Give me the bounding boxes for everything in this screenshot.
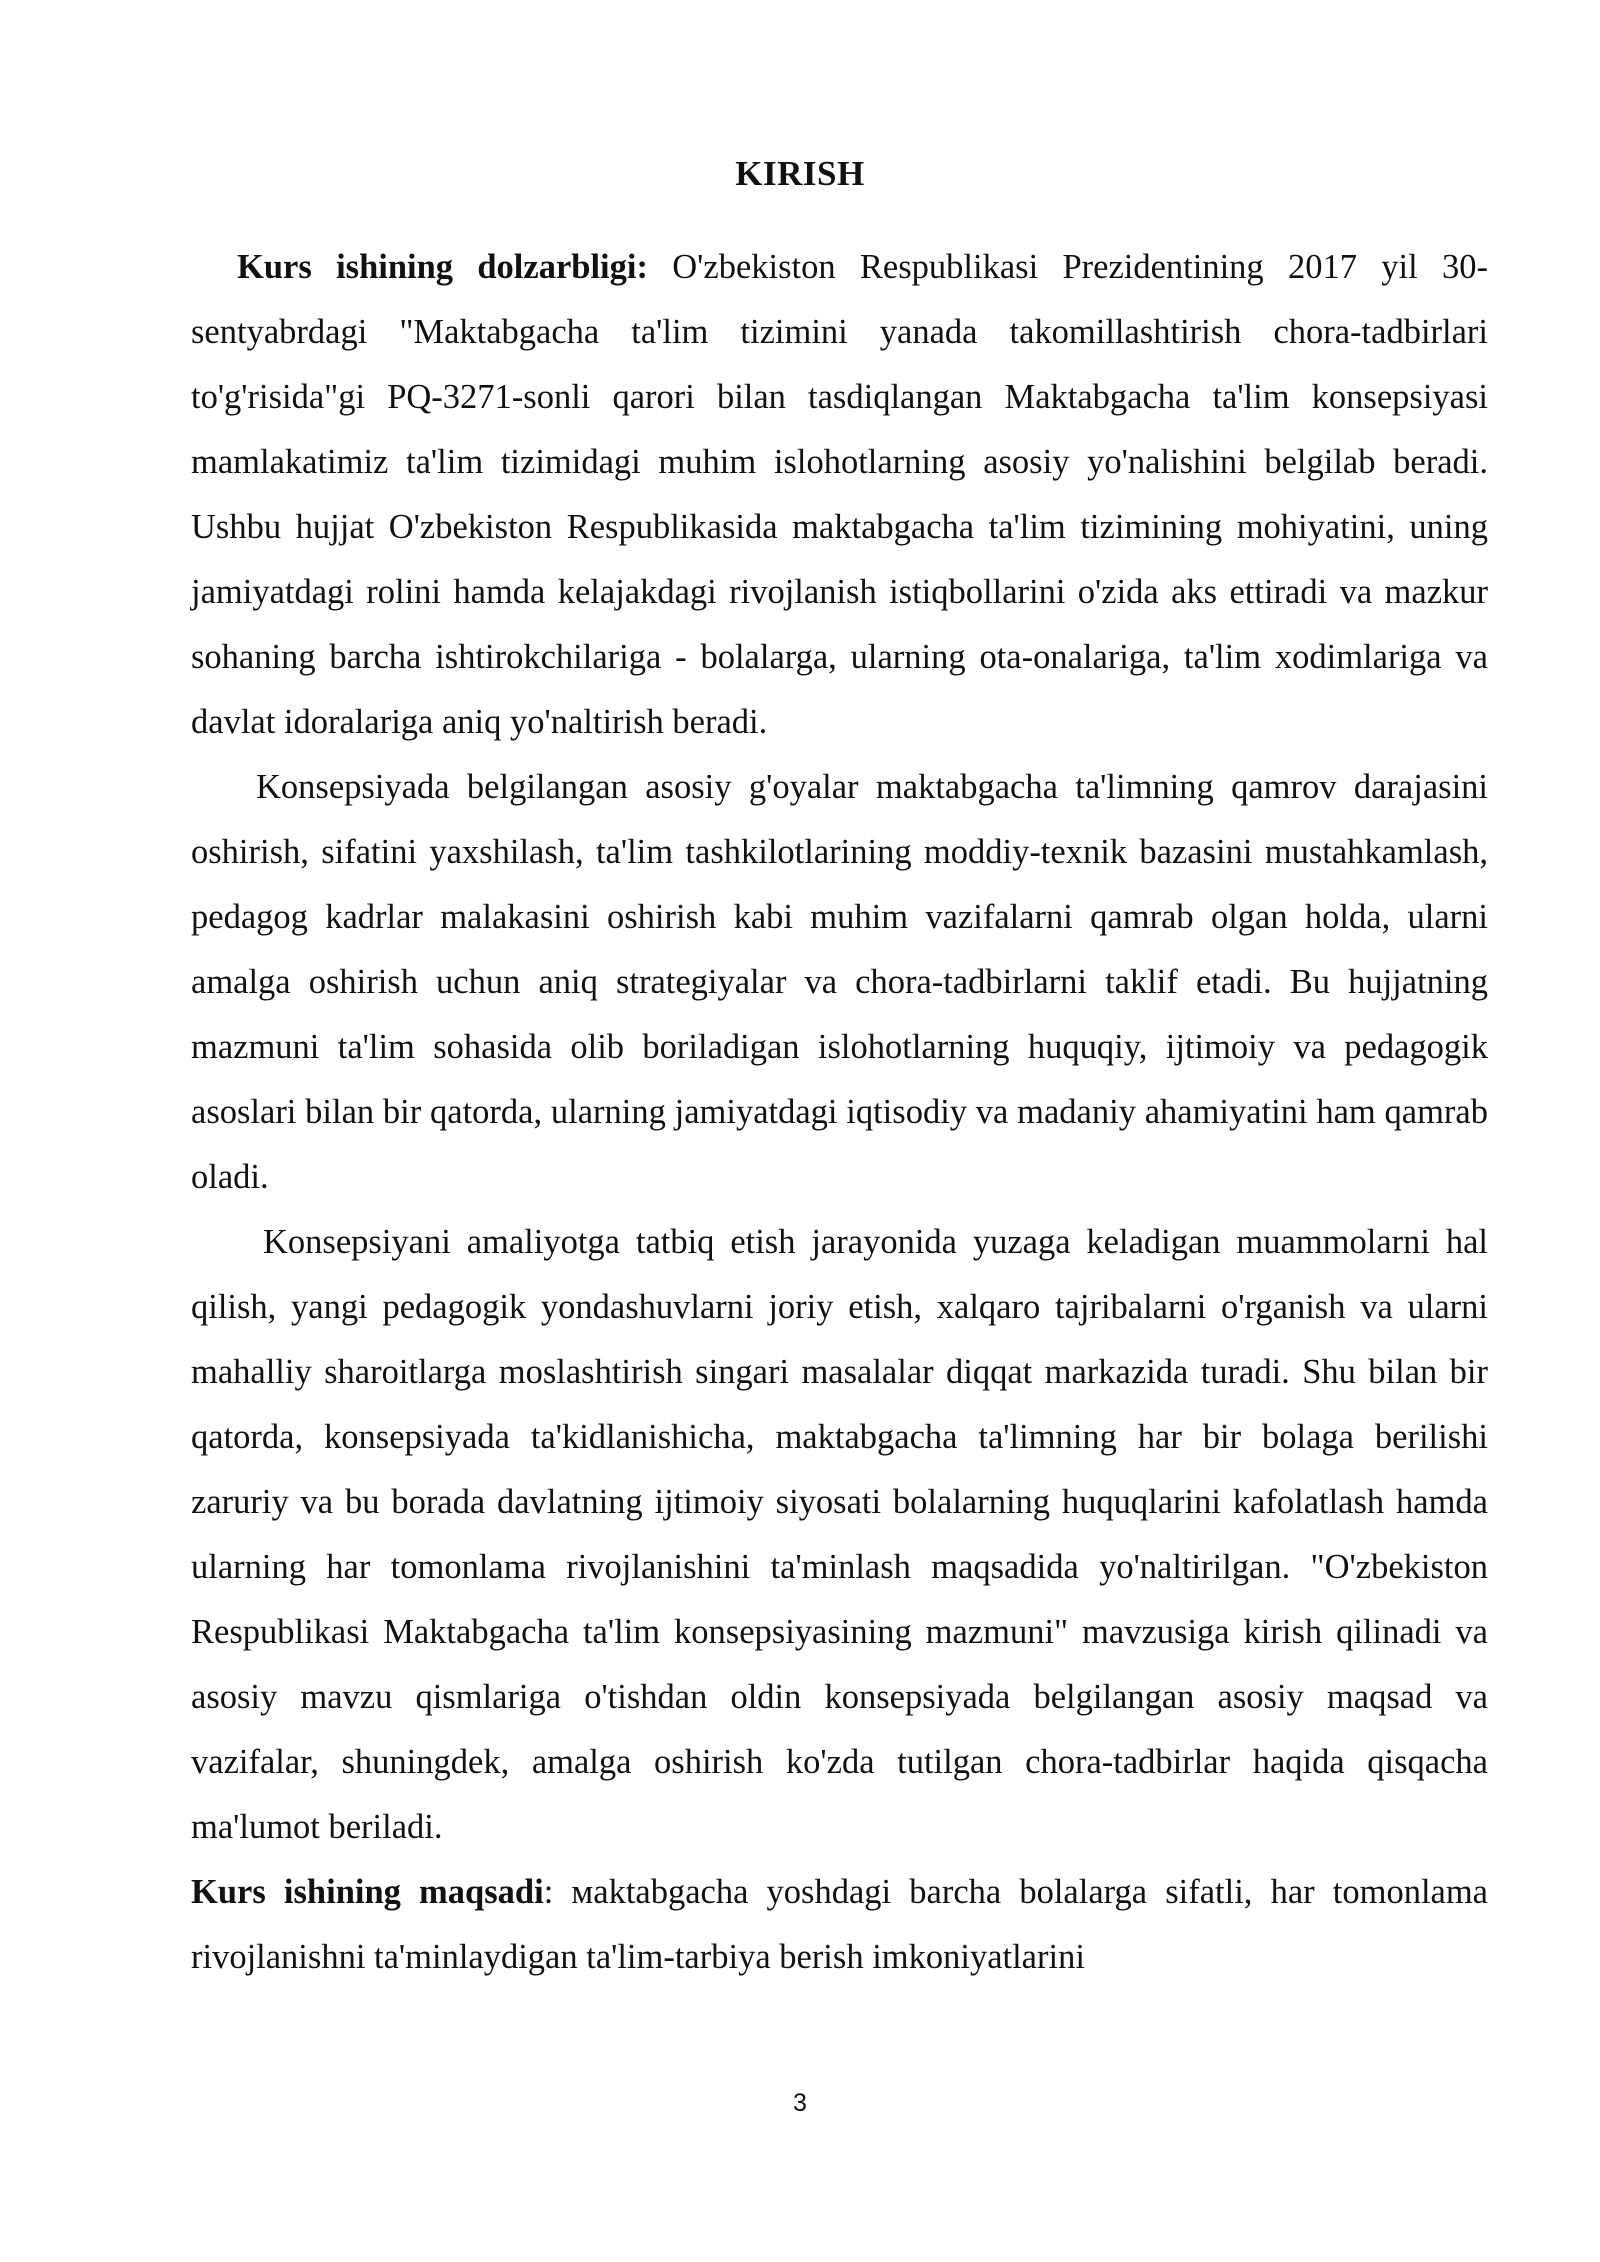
goal-heading: Kurs ishining maqsadi [191, 1873, 544, 1911]
relevance-heading: Kurs ishining dolzarbligi: [237, 248, 648, 286]
paragraph-concept-ideas [191, 755, 1488, 1210]
implementation-text: Konsepsiyani amaliyotga tatbiq etish jarayonida yuzaga keladigan muammolarni hal qilish, yangi pedagogik yondashuvlarni joriy etish, xalqaro tajribalarni o'rganish va ularni mahalliy sharoitlarga moslashtirish singari masalalar diqqat markazida turadi. Shu bilan bir qatorda, konsepsiyada ta'kidlanishicha, maktabgacha ta'limning har bir bolaga berilishi zaruriy va bu borada davlatning ijtimoiy siyosati bolalarning huquqlarini kafolatlash hamda ularning har tomonlama rivojlanishini ta'minlash maqsadida yo'naltirilgan. "O'zbekiston Respublikasi Maktabgacha ta'lim konsepsiyasining mazmuni" mavzusiga kirish qilinadi va asosiy mavzu qismlariga o'tishdan oldin konsepsiyada belgilangan asosiy maqsad va vazifalar, shuningdek, amalga oshirish ko'zda tutilgan chora-tadbirlar haqida qisqacha ma'lumot beriladi. [191, 1223, 1488, 1846]
relevance-text: O'zbekiston Respublikasi Prezidentining 2017 yil 30-sentyabrdagi "Maktabgacha ta'lim tizimini yanada takomillashtirish chora-tadbirlari to'g'risida"gi PQ-3271-sonli qarori bilan tasdiqlangan Maktabgacha ta'lim konsepsiyasi mamlakatimiz ta'lim tizimidagi muhim islohotlarning asosiy yo'nalishini belgilab beradi. Ushbu hujjat O'zbekiston Respublikasida maktabgacha ta'lim tizimining mohiyatini, uning jamiyatdagi rolini hamda kelajakdagi rivojlanish istiqbollarini o'zida aks ettiradi va mazkur sohaning barcha ishtirokchilariga - bolalarga, ularning ota-onalariga, ta'lim xodimlariga va davlat idoralariga aniq yo'naltirish beradi. [191, 248, 1488, 741]
paragraph-implementation [191, 1210, 1488, 1860]
paragraph-goal [191, 1860, 1488, 1990]
body-text [191, 235, 1488, 1990]
goal-text: : мaktabgacha yoshdagi barcha bolalarga sifatli, har tomonlama rivojlanishni ta'minlaydigan ta'lim-tarbiya berish imkoniyatlarini [191, 1873, 1488, 1976]
page-title: KIRISH [735, 154, 865, 193]
page-number: 3 [793, 2089, 807, 2117]
concept-ideas-text: Konsepsiyada belgilangan asosiy g'oyalar maktabgacha ta'limning qamrov darajasini oshirish, sifatini yaxshilash, ta'lim tashkilotlarining moddiy-texnik bazasini mustahkamlash, pedagog kadrlar malakasini oshirish kabi muhim vazifalarni qamrab olgan holda, ularni amalga oshirish uchun aniq strategiyalar va chora-tadbirlarni taklif etadi. Bu hujjatning mazmuni ta'lim sohasida olib boriladigan islohotlarning huquqiy, ijtimoiy va pedagogik asoslari bilan bir qatorda, ularning jamiyatdagi iqtisodiy va madaniy ahamiyatini ham qamrab oladi. [191, 768, 1488, 1196]
paragraph-relevance [191, 235, 1488, 755]
